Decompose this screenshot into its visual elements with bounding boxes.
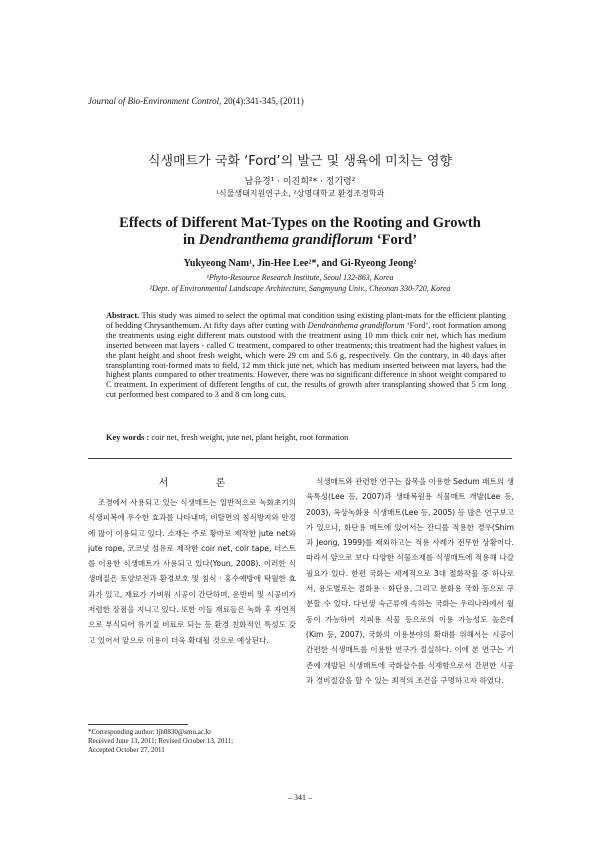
title-species: Dendranthema grandiflorum [198, 232, 374, 248]
abstract-text-1: This study was aimed to select the optimal mat condition using existing plant-mats for the efficient planting of bedding Chrysanthemum. At fifty days after cutting with [106, 311, 506, 330]
english-affiliation-2: ²Dept. of Environmental Landscape Architecture, Sangmyung Univ., Cheonan 330-720, Korea [149, 284, 451, 293]
page-number: – 341 – [288, 793, 312, 802]
english-title [0, 215, 600, 249]
body-text-right: 식생매트와 관련한 연구는 잡목을 이용한 Sedum 패트의 생육특성(Lee 등, 2007)과 생태복원용 식물매트 개발(Lee 등, 2003), 옥상녹화용 식생매트(Lee 등, 2005) 등 많은 연구보고가 있으나, 화단용 매트에 있어서는 잔디를 적용한 경우(Shim과 Jeong, 1999)를 제외하고는 적용 사례가 전무한 상황이다. 따라서 앞으로 보다 다양한 식물소재를 식생매트에 적용해 나갈 필요가 있다. 한편 국화는 세계적으로 3대 절화작물 중 하나로서, 용도별로는 절화용 · 화단용, 그리고 분화용 국화 등으로 구분할 수 있다. 다년생 숙근류에 속하는 국화는 우리나라에서 월동이 가능하여 지피용 식물 등으로의 이용 가능성도 높은데(Kim 등, 2007), 국화의 이용분야의 확대를 위해서는 시공이 간편한 식생매트를 이용한 연구가 절실하다. 이에 본 연구는 기존에 개발된 식생매트에 국화삽수를 식재함으로서 간편한 시공과 경비절감을 할 수 있는 최적의 조건을 구명하고자 하였다. [306, 477, 514, 685]
korean-authors: 남유경¹ · 이진희²* · 정기령² [244, 177, 356, 187]
korean-affiliation: ¹식물생태지원연구소, ²상명대학교 환경조경학과 [215, 189, 385, 198]
body-text-left: 조경에서 사용되고 있는 식생매트는 일반적으로 녹화초기의 식생피복에 우수한 효과를 나타내며, 비탈면의 침식방지와 안정에 많이 이용되고 있다. 소재는 주로 황마로 제작한 jute net와 jute rope, 코코넛 섬유로 제작한 coir net, coir tape, 더스트를 이용한 식생매트가 사용되고 있다(Youn, 2008). 이러한 식생매질은 토양보전과 환경보호 및 침식 · 홍수예방에 탁월한 효과가 있고, 재료가 가벼워 시공이 간단하며, 운반비 및 시공비가 저렴한 장점을 지니고 있다. 또한 이들 재료들은 녹화 후 자연적으로 부식되어 유기질 비료로 되는 등 환경 친화적인 특성도 갖고 있어서 앞으로 이용이 더욱 확대될 것으로 예상된다. [88, 498, 296, 645]
journal-name: Journal of Bio-Environment Control, [88, 96, 222, 106]
english-authors: Yukyeong Nam¹, Jin-Hee Lee²*, and Gi-Ryeong Jeong² [183, 258, 417, 269]
corresponding-author: *Corresponding author: ljh0830@smu.ac.kr [88, 728, 212, 736]
received-dates: Received June 13, 2011; Revised October 13, 2011; [88, 737, 234, 745]
journal-citation [88, 96, 304, 106]
title-suffix: ‘Ford’ [373, 232, 418, 248]
abstract-label: Abstract. [106, 311, 140, 320]
abstract-text-2: ‘Ford’, root formation among the treatments using eight different mats outstood with the treatment using 10 mm thick coir net, which has medium inserted between mat layers - called C treatment, compared to other treatments; this treatment had the highest values in the plant height and shoot fresh weight, which were 29 cm and 5.6 g, respectively. On the contrary, in 40 days after transplanting root-formed mats to field, 12 mm thick jute net, which has medium inserted between mat layers, had the highest plants compared to other treatments. However, there was no significant difference in shoot weight compared to C treatment. In experiment of different lengths of cut, the results of growth after transplanting showed that 5 cm long cut performed best compared to 3 and 8 cm long cuts. [106, 320, 507, 400]
keywords-text: coir net, fresh weight, jute net, plant height, root formation [149, 433, 349, 442]
section-divider [88, 458, 512, 459]
footnote-divider [88, 724, 188, 725]
right-column [306, 474, 514, 688]
section-heading: 서 론 [158, 478, 248, 489]
footnote [88, 728, 296, 755]
title-prefix: in [182, 232, 199, 248]
left-column [88, 474, 296, 648]
abstract [106, 311, 506, 400]
keywords-label: Key words : [106, 433, 150, 442]
accepted-date: Accepted October 27, 2011 [88, 746, 165, 754]
abstract-species: Dendranthema grandiflorum [307, 320, 405, 330]
keywords [106, 433, 506, 442]
journal-volume: 20(4):341-345, (2011) [223, 96, 304, 106]
english-title-line1: Effects of Different Mat-Types on the Rooting and Growth [119, 215, 481, 231]
english-title-line2 [0, 232, 600, 249]
english-affiliations [0, 272, 600, 294]
english-affiliation-1: ¹Phyto-Resource Research Institute, Seoul 132-863, Korea [206, 273, 394, 282]
korean-title: 식생매트가 국화 ‘Ford’의 발근 및 생육에 미치는 영향 [147, 154, 453, 169]
